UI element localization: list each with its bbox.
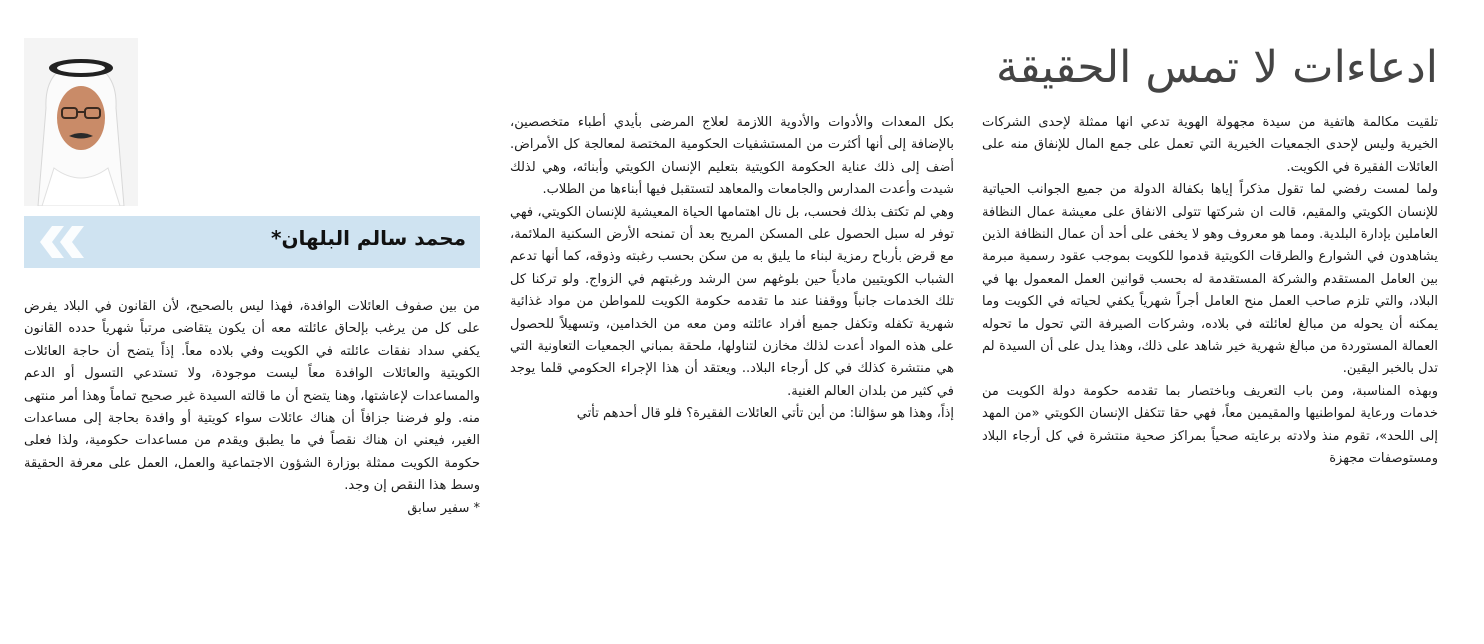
article-column-3: [24, 296, 480, 520]
author-portrait-icon: [24, 38, 138, 206]
paragraph: ولما لمست رفضي لما تقول مذكراً إياها بكفالة الدولة من جميع الجوانب الحياتية للإنسان الكويتي والمقيم، قالت ان شركتها تتولى الانفاق على معيشة عمال النظافة العاملين بإدارة البلدية. ومما هو معروف وهو لا يخفى على أحد أن عمال النظافة الذين يشاهدون في الشوارع والطرقات الكويتية قدموا للكويت بموجب عقود رسمية مبرمة بين العامل المستقدم والشركة المستقدمة له بحسب قوانين العمل المعمول بها في البلاد، والتي تلزم صاحب العمل منح العامل أجراً شهرياً يكفي لحياته في الكويت وما يمكنه أن يحوله من مبالغ لعائلته في بلاده، وشركات الصيرفة التي تحول ما تحوله العمالة المستوردة من مبالغ شهرية خير شاهد على ذلك، وهذا يدل على أن السيدة لم تدل بالخبر اليقين.: [982, 182, 1438, 377]
author-footnote: * سفير سابق: [407, 500, 480, 516]
article-headline: ادعاءات لا تمس الحقيقة: [995, 42, 1438, 93]
article-column-1: [982, 112, 1438, 471]
paragraph: إذاً، وهذا هو سؤالنا: من أين تأتي العائلات الفقيرة؟ فلو قال أحدهم تأتي: [576, 406, 954, 422]
double-chevron-left-icon: [38, 222, 88, 262]
paragraph: بكل المعدات والأدوات والأدوية اللازمة لعلاج المرضى بأيدي أطباء متخصصين، بالإضافة إلى أنها أكثرت من المستشفيات الحكومية المختصة لمعالجة كل الأمراض. أضف إلى ذلك عناية الحكومة الكويتية بتعليم الإنسان الكويتي وأبنائه، وهي لذلك شيدت وأعدت المدارس والجامعات والمعاهد لتستقبل فيها أبناءها من الطلاب.: [510, 115, 954, 198]
paragraph: من بين صفوف العائلات الوافدة، فهذا ليس بالصحيح، لأن القانون في البلاد يفرض على كل من يرغب بإلحاق عائلته معه أن يكون يتقاضى مرتباً شهرياً حدده القانون يكفي سداد نفقات عائلته في الكويت وفي بلاده معاً. إذاً يتضح أن حاجة العائلات الكويتية والعائلات الوافدة معاً ليست موجودة، ولا تستدعي التسول أو الدعم والمساعدات لإعاشتها، وهنا يتضح أن ما قالته السيدة غير صحيح تماماً وهذا أمر منتهى منه. ولو فرضنا جزافاً أن هناك عائلات سواء كويتية أو وافدة بحاجة إلى مساعدات الغير، فيعني ان هناك نقصاً في ما يطبق ويقدم من مساعدات حكومية، ولذا فعلى حكومة الكويت ممثلة بوزارة الشؤون الاجتماعية والعمل، العمل على معرفة الحقيقة وسط هذا النقص إن وجد.: [24, 299, 480, 494]
paragraph: وهي لم تكتف بذلك فحسب، بل نال اهتمامها الحياة المعيشية للإنسان الكويتي، فهي توفر له سبل الحصول على المسكن المريح بعد أن تمنحه الأرض السكنية الملائمة، مع قرض بأرباح رمزية لبناء ما يليق به من سكن بحسب رغبته وذوقه، كما أنها تدعم الشباب الكويتيين مادياً حين بلوغهم سن الرشد ورغبتهم في الزواج. ولو تركنا كل تلك الخدمات جانباً ووقفنا عند ما تقدمه حكومة الكويت للمواطن من مواد غذائية شهرية تكفله وتكفل جميع أفراد عائلته ومن معه من الخدامين، وتسهيلاً للحصول على هذه المواد أعدت لذلك مخازن لتناولها، ملحقة بمباني الجمعيات التعاونية التي هي منتشرة كذلك في كل أرجاء البلاد.. ويعتقد أن هذا الإجراء الحكومي قلما يوجد في كثير من بلدان العالم الغنية.: [510, 204, 954, 399]
byline-bar: [24, 216, 480, 268]
article-column-2: [510, 112, 954, 426]
paragraph: وبهذه المناسبة، ومن باب التعريف وباختصار بما تقدمه حكومة دولة الكويت من خدمات ورعاية لمواطنيها والمقيمين معاً، فهي حقا تتكفل الإنسان الكويتي «من المهد إلى اللحد»، تقوم منذ ولادته برعايته صحياً بمراكز صحية منتشرة في كل أرجاء البلاد ومستوصفات مجهزة: [982, 383, 1438, 467]
author-name: محمد سالم البلهان*: [271, 226, 466, 250]
paragraph: تلقيت مكالمة هاتفية من سيدة مجهولة الهوية تدعي انها ممثلة لإحدى الشركات الخيرية وليس لإحدى الجمعيات الخيرية التي تعمل على جمع المال للإنفاق منه على العائلات الفقيرة في الكويت.: [982, 115, 1438, 175]
